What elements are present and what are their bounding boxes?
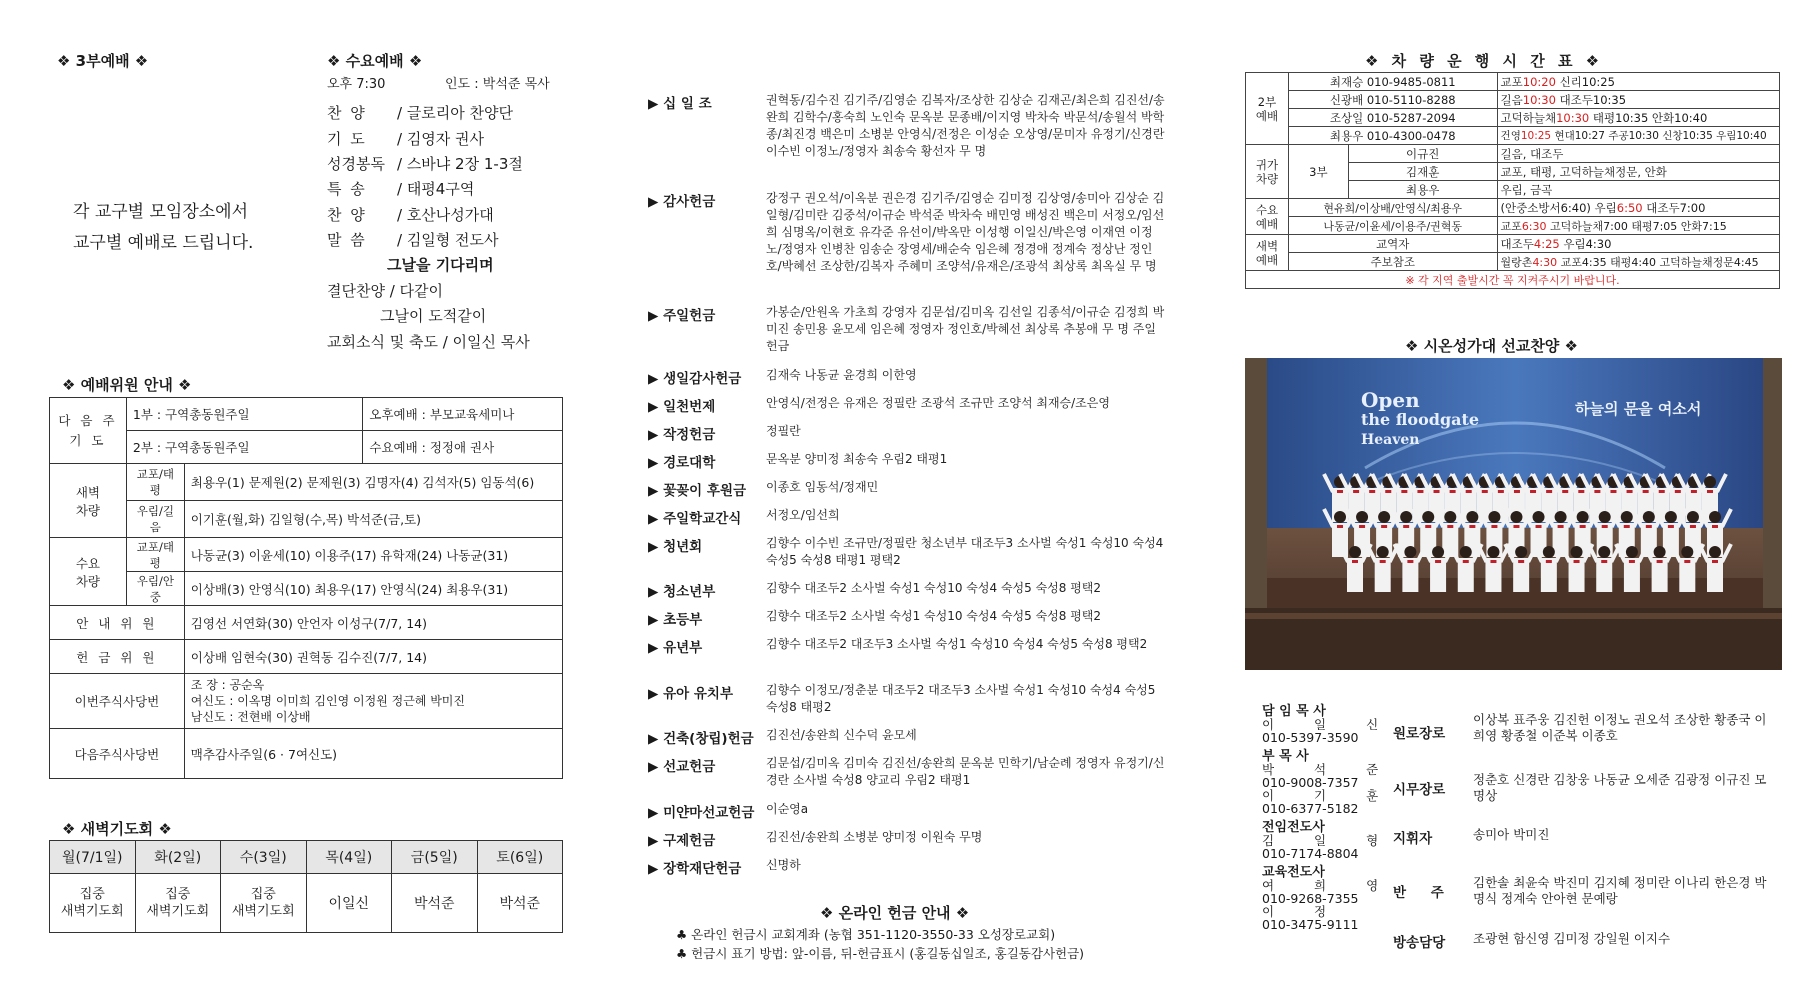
worship-row <box>327 204 494 225</box>
wednesday-service-title: ❖ 수요예배 ❖ <box>327 52 423 70</box>
offering-names: 서정오/임선희 <box>766 508 840 522</box>
offering-names: 김향수 대조두2 대조두3 소사벌 숙성1 숙성10 숙성4 숙성5 숙성8 평택2 <box>766 637 1148 651</box>
driver-cell: 최재승 010-9485-0811 <box>1288 73 1497 91</box>
worship-row-label: 찬 양 <box>327 104 367 122</box>
worship-row <box>327 153 523 174</box>
committee-sub-label: 교포/태평 <box>126 538 184 572</box>
route-text: 현대10:27 주공10:30 신창10:35 우림10:40 <box>1551 130 1767 142</box>
staff-name: 이 일 신 <box>1262 717 1397 732</box>
worship-row-label: 찬 양 <box>327 206 367 224</box>
staff-phone: 010-9268-7355 <box>1262 891 1359 906</box>
staff-phone: 010-6377-5182 <box>1262 801 1359 816</box>
offering-label: ▶ 청년회 <box>648 539 703 555</box>
return-car-label: 귀가 차량 <box>1246 145 1289 199</box>
offering-item <box>648 92 1168 176</box>
dawn-day: 화(2일) <box>135 841 221 874</box>
offering-label: ▶ 십 일 조 <box>648 96 712 112</box>
dawn-car-label: 새벽 차량 <box>50 464 127 538</box>
meal-line: 남신도 : 전현배 이상배 <box>190 710 311 724</box>
next-week-meal: 맥추감사주일(6 · 7여신도) <box>184 729 562 779</box>
route-text: 고덕하늘채 <box>1500 110 1557 125</box>
dawn-day: 수(3일) <box>221 841 307 874</box>
route-text: 대조두7:00 <box>1642 200 1706 215</box>
dawn-day: 토(6일) <box>477 841 563 874</box>
dawn-day: 목(4일) <box>306 841 392 874</box>
online-offering-line: ♣ 온라인 헌금시 교회계좌 (농협 351-1120-3550-33 오성장로교회) <box>676 927 1056 942</box>
wednesday-leader: 인도 : 박석준 목사 <box>445 77 550 92</box>
dawn-leader: 집중 새벽기도회 <box>50 874 136 933</box>
offering-names: 김향수 대조두2 소사벌 숙성1 숙성10 숙성4 숙성5 숙성8 평택2 <box>766 581 1102 595</box>
offering-names: 김진선/송완희 신수덕 윤모세 <box>766 728 917 742</box>
worship-row-value: / 스바냐 2장 1-3절 <box>397 155 523 173</box>
route-cell: 우림, 금곡 <box>1497 181 1779 199</box>
dawn-prayer-title: ❖ 새벽기도회 ❖ <box>62 820 172 838</box>
choir-photo-image <box>1245 358 1782 670</box>
worship-row-value: / 태평4구역 <box>397 180 475 198</box>
staff-name: 박 석 준 <box>1262 762 1397 777</box>
staff-name: 김 일 형 <box>1262 833 1397 848</box>
route-text: 월랑촌 <box>1500 255 1533 269</box>
officer-label: 시무장로 <box>1393 782 1446 798</box>
meal-line: 여신도 : 이옥명 이미희 김인영 이정원 정근혜 박미진 <box>190 694 465 708</box>
banner-english <box>1361 390 1479 450</box>
driver-cell: 김재훈 <box>1348 163 1497 181</box>
dawn-service-label: 새벽 예배 <box>1246 235 1289 271</box>
worship-row <box>327 178 474 199</box>
choir-photo <box>1245 358 1782 670</box>
committee-cell: 오후예배 : 부모교육세미나 <box>363 398 563 431</box>
offering-label: ▶ 청소년부 <box>648 584 716 600</box>
offering-names: 김향수 이수빈 조규만/정필란 청소년부 대조두3 소사벌 숙성1 숙성10 숙성4 숙성5 숙성8 태평1 평택2 <box>766 536 1164 567</box>
offering-label: ▶ 건축(창립)헌금 <box>648 731 754 747</box>
route-text: 대조두 <box>1500 236 1534 251</box>
staff-role: 전임전도사 <box>1262 820 1325 835</box>
route-cell: 길음, 대조두 <box>1497 145 1779 163</box>
staff-phone: 010-5397-3590 <box>1262 730 1359 745</box>
offering-item <box>648 190 1168 295</box>
vehicle-note: ※ 각 지역 출발시간 꼭 지켜주시기 바랍니다. <box>1246 271 1780 289</box>
officer-names: 김한솔 최윤숙 박진미 김지혜 정미란 이나리 한은경 박명식 정계숙 안아현 문예랑 <box>1473 875 1767 906</box>
route-text: 교포 <box>1500 219 1522 233</box>
staff-name: 여 희 영 <box>1262 878 1397 893</box>
offering-label: ▶ 미얀마선교헌금 <box>648 805 755 821</box>
offering-label: ▶ 경로대학 <box>648 455 716 471</box>
online-offering-title: ❖ 온라인 헌금 안내 ❖ <box>820 904 970 922</box>
officer-names: 조광현 함신영 김미정 강일원 이지수 <box>1473 931 1671 946</box>
second-service-label: 2부 예배 <box>1246 73 1289 145</box>
offering-item <box>648 304 1168 356</box>
officer-names: 정춘호 신경란 김창웅 나동균 오세준 김광정 이규진 모명상 <box>1473 772 1767 803</box>
worship-row-value: / 김일형 전도사 <box>397 231 499 249</box>
offering-names: 안영식/전정은 유재은 정필란 조광석 조규만 조양석 최재승/조은영 <box>766 396 1110 410</box>
offering-label: ▶ 꽃꽂이 후원금 <box>648 483 747 499</box>
committee-table <box>49 397 563 779</box>
offering-label: ▶ 초등부 <box>648 612 703 628</box>
route-cell <box>1497 253 1779 271</box>
committee-title: ❖ 예배위원 안내 ❖ <box>62 376 192 394</box>
meal-line: 조 장 : 공순옥 <box>190 678 265 692</box>
committee-sub-label: 우림/안중 <box>126 572 184 606</box>
this-week-meal <box>184 674 562 729</box>
route-time: 6:50 <box>1616 200 1643 215</box>
offering-names: 김향수 대조두2 소사벌 숙성1 숙성10 숙성4 숙성5 숙성8 평택2 <box>766 609 1102 623</box>
dawn-prayer-table <box>49 840 563 933</box>
dawn-day: 월(7/1일) <box>50 841 136 874</box>
route-time: 10:30 <box>1522 92 1556 107</box>
officer-names: 송미아 박미진 <box>1473 827 1550 842</box>
worship-row <box>327 102 513 123</box>
committee-cell: 이상배(3) 안영식(10) 최용우(17) 안영식(24) 최용우(31) <box>184 572 562 606</box>
route-text: 교포4:35 태평4:40 고덕하늘채정문4:45 <box>1557 255 1759 269</box>
dawn-leader: 집중 새벽기도회 <box>135 874 221 933</box>
third-service-label: 3부 <box>1288 145 1348 199</box>
committee-cell: 최용우(1) 문제원(2) 문제원(3) 김명자(4) 김석자(5) 임동석(6) <box>184 464 562 501</box>
staff-name: 이 정 <box>1262 904 1345 919</box>
banner-korean: 하늘의 문을 여소서 <box>1575 400 1702 418</box>
route-text: 길음 <box>1500 92 1523 107</box>
committee-sub-label: 우림/길음 <box>126 501 184 538</box>
wednesday-time: 오후 7:30 <box>327 77 386 92</box>
offering-label: ▶ 일천번제 <box>648 399 716 415</box>
route-cell <box>1497 199 1779 217</box>
worship-row-value: / 김영자 권사 <box>397 130 485 148</box>
dawn-leader: 집중 새벽기도회 <box>221 874 307 933</box>
offering-label: ▶ 유년부 <box>648 640 703 656</box>
route-time: 10:30 <box>1556 110 1590 125</box>
committee-cell: 김영선 서연화(30) 안언자 이성구(7/7, 14) <box>184 606 562 640</box>
driver-cell: 나동균/이윤세/이용주/권혁동 <box>1288 217 1497 235</box>
officer-label: 반 주 <box>1393 885 1454 901</box>
staff-phone: 010-9008-7357 <box>1262 775 1359 790</box>
staff-phone: 010-7174-8804 <box>1262 846 1359 861</box>
worship-row-label: 특 송 <box>327 180 367 198</box>
committee-cell: 2부 : 구역총동원주일 <box>126 431 363 464</box>
route-text: 신리10:25 <box>1555 74 1615 89</box>
route-cell <box>1497 217 1779 235</box>
offering-names: 김향수 이정모/정춘분 대조두2 대조두3 소사벌 숙성1 숙성10 숙성4 숙성5 숙성8 태평2 <box>766 683 1156 714</box>
offering-names: 정필란 <box>766 424 801 438</box>
route-time: 4:25 <box>1533 236 1560 251</box>
regional-notice-line: 교구별 예배로 드립니다. <box>73 233 254 253</box>
staff-name: 이 기 훈 <box>1262 788 1397 803</box>
offering-names: 가봉순/안원옥 가초희 강영자 김문섭/김미옥 김선일 김종석/이규순 김정희 박미진 송민용 윤모세 임은혜 정영자 정인호/박혜선 최상록 추봉애 무 명 주일헌금 <box>766 305 1165 353</box>
worship-row <box>327 229 499 250</box>
sermon-title: 그날을 기다리며 <box>387 256 494 274</box>
offering-label: ▶ 장학재단헌금 <box>648 861 742 877</box>
offering-names: 문옥분 양미정 최송숙 우림2 태평1 <box>766 452 948 466</box>
offering-label: ▶ 선교헌금 <box>648 759 716 775</box>
route-cell <box>1497 127 1779 145</box>
choir-title: ❖ 시온성가대 선교찬양 ❖ <box>1405 337 1578 355</box>
next-week-meal-label: 다음주식사당번 <box>50 729 185 779</box>
offering-committee-label: 헌 금 위 원 <box>50 640 185 674</box>
staff-directory <box>1262 705 1396 931</box>
route-text: 교포 <box>1500 74 1523 89</box>
offering-names: 김문섭/김미옥 김미숙 김진선/송완희 문옥분 민학기/남순례 정영자 유정기/신경란 소사벌 숙성8 양교리 우림2 태평1 <box>766 756 1165 787</box>
dawn-leader: 이일신 <box>306 874 392 933</box>
offering-label: ▶ 구제헌금 <box>648 833 716 849</box>
offering-names: 김재숙 나동균 윤경희 이한영 <box>766 368 917 382</box>
banner-line: Open <box>1361 388 1420 412</box>
officer-label: 지휘자 <box>1393 831 1433 847</box>
staff-role: 담 임 목 사 <box>1262 704 1326 719</box>
next-week-prayer-label: 다 음 주 기 도 <box>50 398 127 464</box>
worship-row-value: / 글로리아 찬양단 <box>397 104 514 122</box>
route-time: 10:25 <box>1520 130 1552 142</box>
closing-song-label: 결단찬양 / 다같이 <box>327 282 444 300</box>
dawn-day: 금(5일) <box>392 841 478 874</box>
staff-role: 부 목 사 <box>1262 749 1309 764</box>
worship-row <box>327 128 484 149</box>
offering-label: ▶ 유아 유치부 <box>648 686 733 702</box>
route-cell <box>1497 235 1779 253</box>
offering-label: ▶ 주일헌금 <box>648 308 716 324</box>
offering-label: ▶ 생일감사헌금 <box>648 371 742 387</box>
route-text: 태평10:35 안화10:40 <box>1589 110 1708 125</box>
route-text: 대조두10:35 <box>1555 92 1627 107</box>
offering-label: ▶ 감사헌금 <box>648 194 716 210</box>
route-time: 10:20 <box>1522 74 1556 89</box>
officer-label: 원로장로 <box>1393 726 1446 742</box>
online-offering-info <box>676 925 1084 963</box>
route-cell <box>1497 73 1779 91</box>
vehicle-schedule-title: ❖ 차 량 운 행 시 간 표 ❖ <box>1365 52 1604 70</box>
offering-label: ▶ 작정헌금 <box>648 427 716 443</box>
worship-row-value: / 호산나성가대 <box>397 206 494 224</box>
route-text: 고덕하늘채7:00 태평7:05 안화7:15 <box>1546 219 1727 233</box>
route-time: 6:30 <box>1521 219 1547 233</box>
closing-song: 그날이 도적같이 <box>380 307 487 325</box>
staff-role: 교육전도사 <box>1262 865 1325 880</box>
offering-names: 이순영a <box>766 802 809 816</box>
wed-service-label: 수요 예배 <box>1246 199 1289 235</box>
offering-names: 강정구 권오석/이옥분 권은경 김기주/김영순 김미정 김상영/송미아 김상순 김일형/김미란 김중석/이규순 박석준 박차숙 배민영 배성진 백은미 서정오/임선희 심명옥/이현호 유각준 유선이/박옥만 이성행 이일신/박은영 이재연 이정노/정영자 인병찬 임송순 장영세/배순숙 임은혜 정경애 정계숙 정상난 정인호/박혜선 조상한/김복자 주혜미 조양석/유재은/조광석 최상록 최옥실 무 명 <box>766 191 1165 273</box>
route-cell <box>1497 109 1779 127</box>
regional-notice-line: 각 교구별 모임장소에서 <box>73 202 249 222</box>
banner-line: Heaven <box>1361 432 1420 448</box>
officer-label: 방송담당 <box>1393 935 1446 951</box>
officer-names: 이상복 표주웅 김진헌 이정노 권오석 조상한 황종국 이희영 황종철 이준복 이종호 <box>1473 712 1767 743</box>
vehicle-table <box>1245 72 1780 289</box>
driver-cell: 최용우 010-4300-0478 <box>1288 127 1497 145</box>
route-time: 4:30 <box>1532 255 1558 269</box>
third-service-title: ❖ 3부예배 ❖ <box>57 52 149 70</box>
driver-cell: 조상일 010-5287-2094 <box>1288 109 1497 127</box>
committee-cell: 나동균(3) 이윤세(10) 이용주(17) 유학재(24) 나동균(31) <box>184 538 562 572</box>
worship-row-label: 말 씀 <box>327 231 367 249</box>
committee-cell: 이상배 임현숙(30) 권혁동 김수진(7/7, 14) <box>184 640 562 674</box>
driver-cell: 현유희/이상배/안영식/최용우 <box>1288 199 1497 217</box>
committee-cell: 수요예배 : 정정애 권사 <box>363 431 563 464</box>
wed-car-label: 수요 차량 <box>50 538 127 606</box>
online-offering-line: ♣ 헌금시 표기 방법: 앞-이름, 뒤-헌금표시 (홍길동십일조, 홍길동감사헌금) <box>676 946 1085 961</box>
committee-sub-label: 교포/태평 <box>126 464 184 501</box>
worship-row-label: 기 도 <box>327 130 367 148</box>
offering-names: 김진선/송완희 소병분 양미정 이원숙 무명 <box>766 830 983 844</box>
church-news: 교회소식 및 축도 / 이일신 목사 <box>327 333 530 351</box>
driver-cell: 교역자 <box>1288 235 1497 253</box>
route-cell: 교포, 태평, 고덕하늘채정문, 안화 <box>1497 163 1779 181</box>
offering-names: 신명하 <box>766 858 801 872</box>
usher-label: 안 내 위 원 <box>50 606 185 640</box>
staff-phone: 010-3475-9111 <box>1262 917 1359 932</box>
committee-cell: 이기훈(월,화) 김일형(수,목) 박석준(금,토) <box>184 501 562 538</box>
route-text: (안중소방서6:40) 우림 <box>1500 200 1617 215</box>
driver-cell: 신광배 010-5110-8288 <box>1288 91 1497 109</box>
this-week-meal-label: 이번주식사당번 <box>50 674 185 729</box>
dawn-leader: 박석준 <box>477 874 563 933</box>
route-text: 건영 <box>1500 130 1521 142</box>
route-cell <box>1497 91 1779 109</box>
driver-cell: 이규진 <box>1348 145 1497 163</box>
offering-names: 권혁동/김수진 김기주/김영순 김복자/조상한 김상순 김재곤/최은희 김진선/송완희 김학수/홍숙희 노인숙 문옥분 문종배/이지영 박차숙 박문석/송월석 박학종/최진경 백은미 소병분 안영식/전정은 이성순 오상영/문미자 유정기/신경란 이수빈 이정노/정영자 최송숙 황선자 무 명 <box>766 93 1165 158</box>
dawn-leader: 박석준 <box>392 874 478 933</box>
driver-cell: 최용우 <box>1348 181 1497 199</box>
offering-names: 이종호 임동석/정재민 <box>766 480 879 494</box>
banner-line: the floodgate <box>1361 410 1480 429</box>
regional-notice <box>73 197 253 259</box>
driver-cell: 주보참조 <box>1288 253 1497 271</box>
worship-row-label: 성경봉독 <box>327 155 385 173</box>
offering-label: ▶ 주일학교간식 <box>648 511 742 527</box>
route-text: 우림4:30 <box>1559 236 1612 251</box>
committee-cell: 1부 : 구역총동원주일 <box>126 398 363 431</box>
